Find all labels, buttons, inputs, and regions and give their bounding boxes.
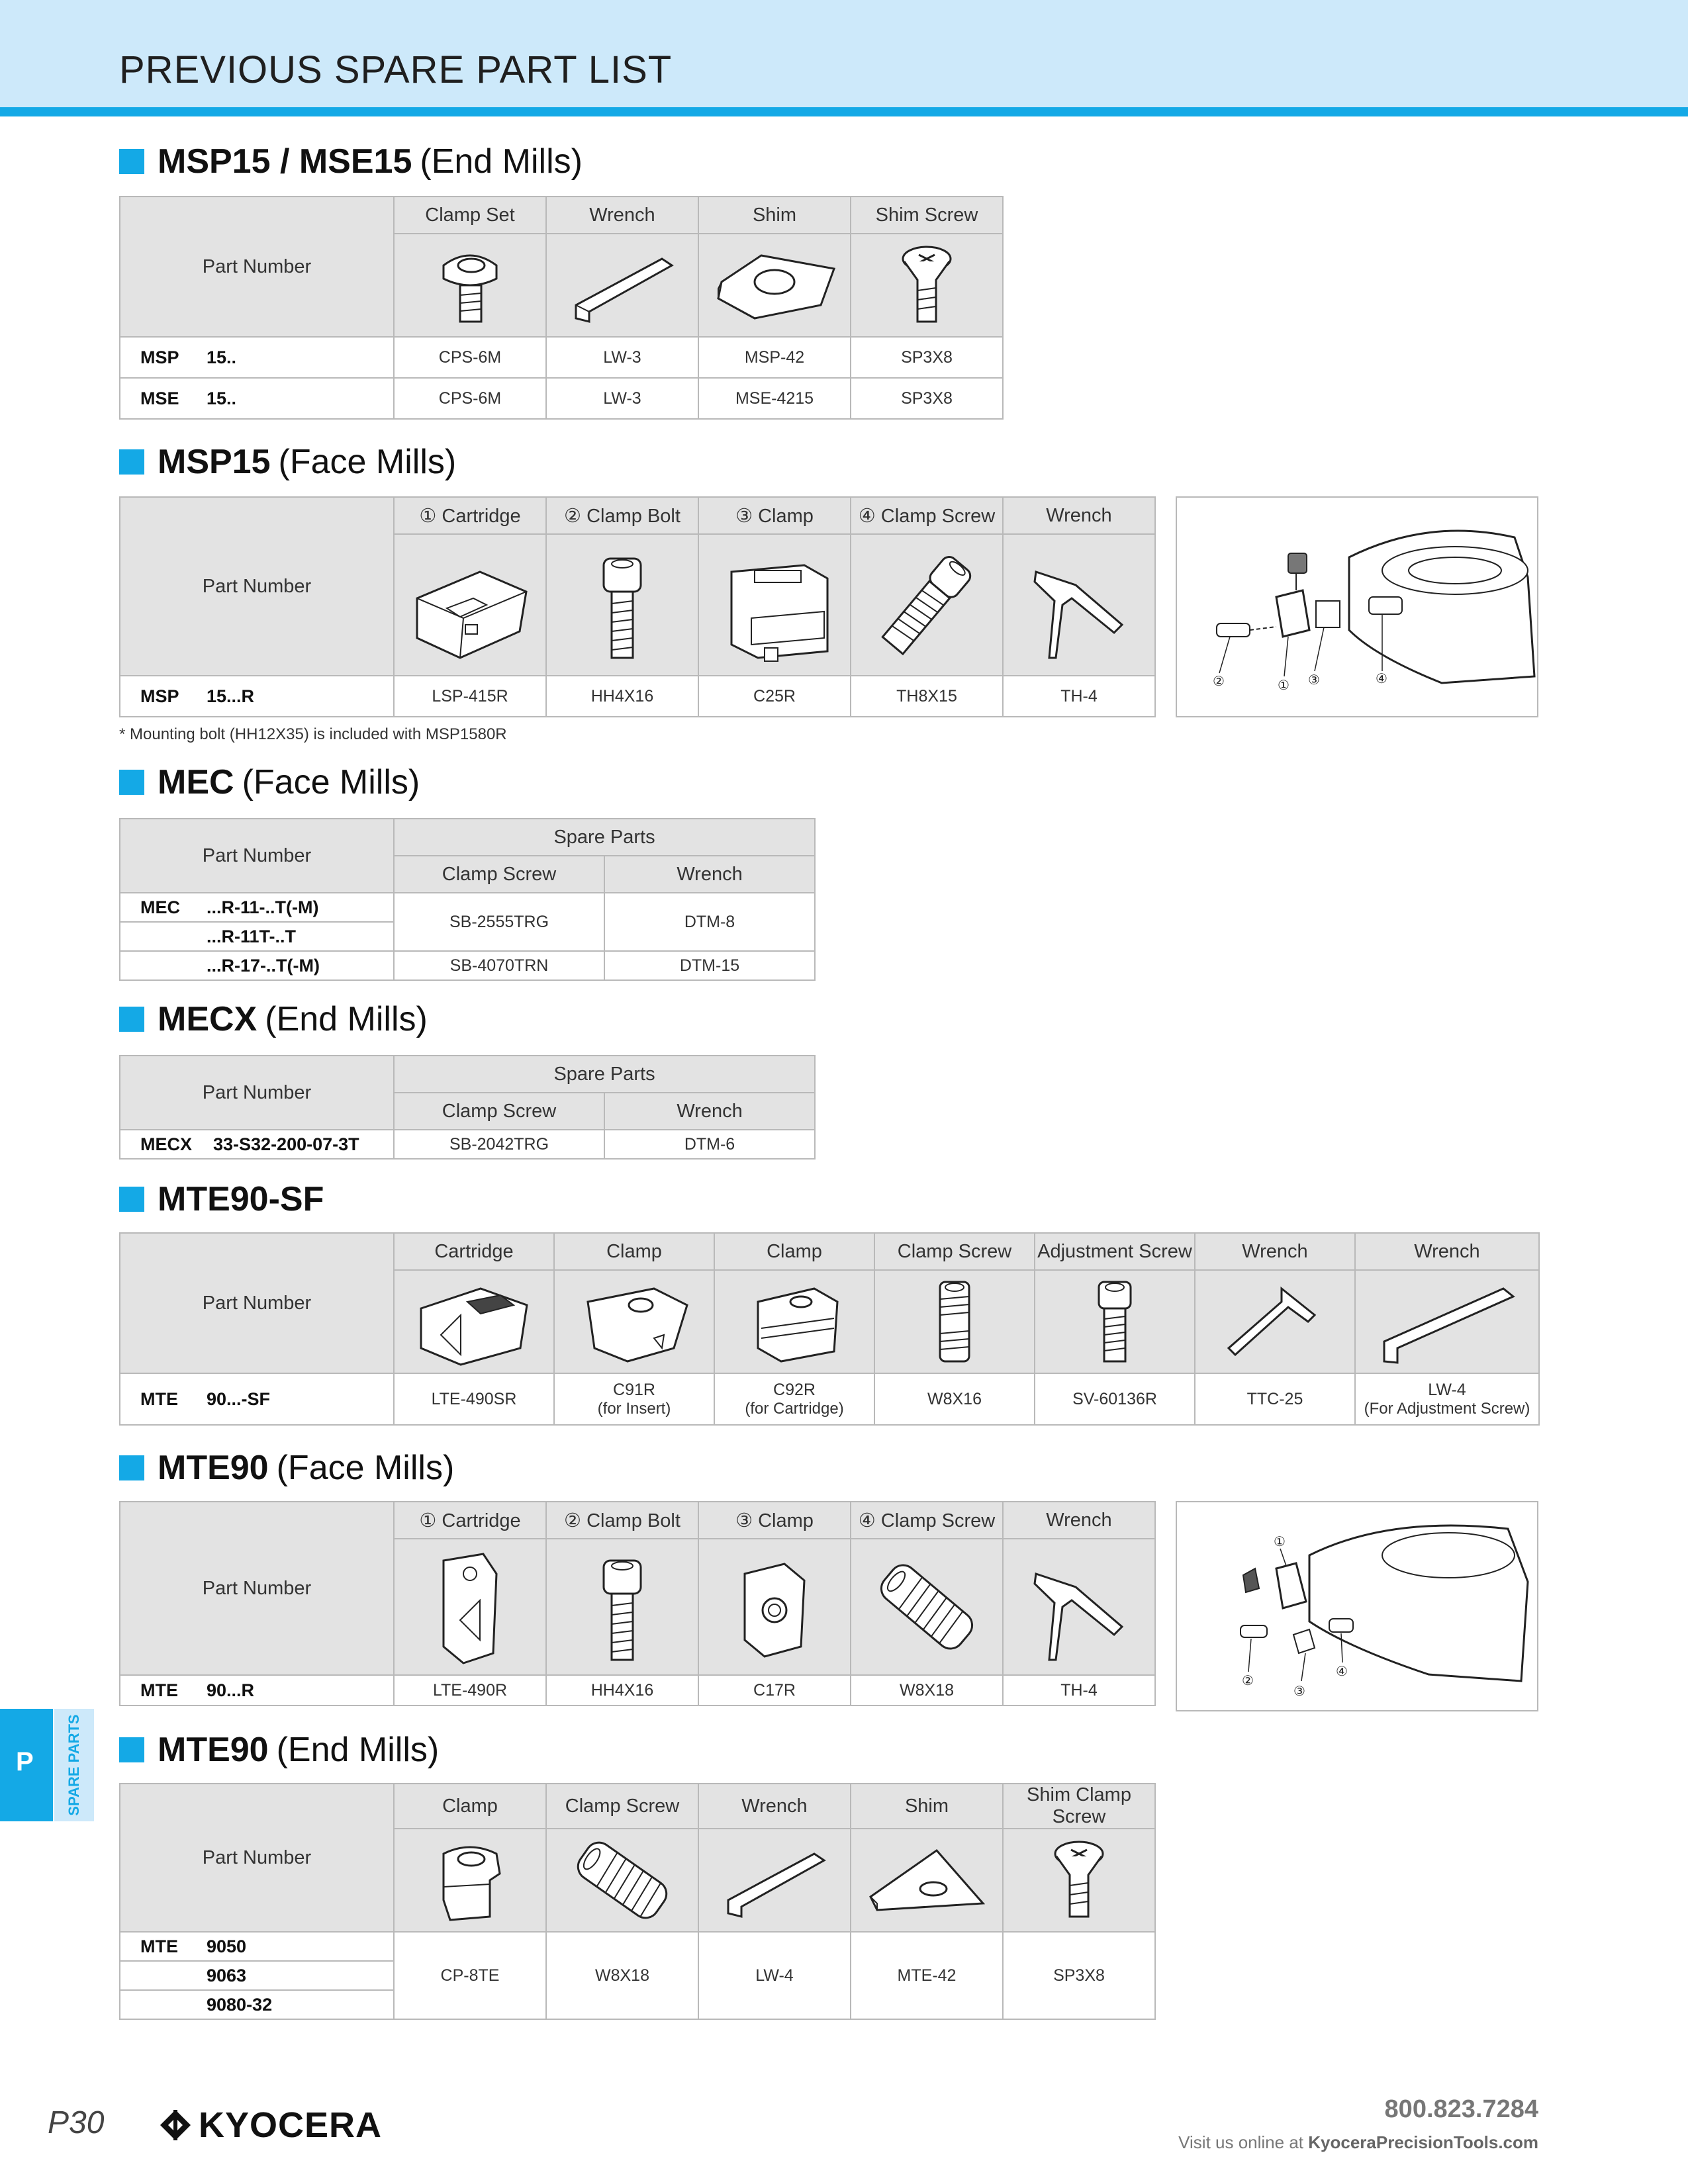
hex-wrench-icon [1355,1270,1539,1373]
value-cell: SP3X8 [851,337,1003,378]
part-number-cell: 9080-32 [120,1990,394,2019]
table-msp15-end [119,196,1004,420]
column-header: Wrench [1003,1502,1155,1539]
column-header: Shim Clamp Screw [1003,1784,1155,1829]
side-tab-label: SPARE PARTS [54,1709,94,1821]
value-cell: LTE-490SR [394,1373,554,1425]
column-header: ④ Clamp Screw [851,497,1003,534]
part-number-header: Part Number [120,1233,394,1373]
section-title-mecx-end [119,999,428,1039]
column-header: ③ Clamp [698,497,851,534]
kyocera-logo: KYOCERA [159,2105,382,2146]
clamp-icon [394,1829,546,1932]
section-title-sub: (Face Mills) [278,443,457,481]
diagram-callout: ② [1242,1672,1254,1688]
column-header: Wrench [546,197,698,234]
side-tab-letter: P [16,1747,34,1776]
hex-wrench-icon [698,1829,851,1932]
column-header: Adjustment Screw [1035,1233,1195,1270]
value-cell: SB-4070TRN [394,951,604,980]
value-cell: DTM-6 [604,1130,815,1159]
face-mill-diagram-icon [1177,498,1537,716]
column-header: ② Clamp Bolt [546,1502,698,1539]
table-mecx-end [119,1055,816,1160]
header-rule [0,107,1688,116]
part-number-cell: 9063 [120,1961,394,1990]
part-number-cell: MECX 33-S32-200-07-3T [120,1130,394,1159]
clamp-icon [698,1539,851,1675]
footnote: * Mounting bolt (HH12X35) is included with MSP1580R [119,725,507,743]
section-title-bold: MSP15 [158,443,271,481]
value-cell: C17R [698,1675,851,1706]
table-mec-face [119,818,816,981]
column-header: Clamp [714,1233,874,1270]
clamp-bolt-icon [546,534,698,676]
column-header: Wrench [1195,1233,1355,1270]
column-header: Shim [851,1784,1003,1829]
section-title-mte90-face [119,1448,454,1488]
diagram-callout: ④ [1376,670,1387,686]
section-title-sub: (Face Mills) [242,763,420,801]
section-title-bold: MTE90 [158,1449,269,1487]
value-cell: CP-8TE [394,1932,546,2019]
value-cell: TH8X15 [851,676,1003,717]
section-title-mec-face [119,762,420,802]
part-number-header: Part Number [120,497,394,676]
visit-line: Visit us online at KyoceraPrecisionTools.com [1178,2132,1538,2152]
diagram-callout: ② [1213,673,1225,689]
part-number-header: Part Number [120,1502,394,1675]
spare-parts-header: Spare Parts [394,819,815,856]
section-title-sub: (End Mills) [265,1000,428,1038]
exploded-diagram-mte90 [1176,1501,1538,1711]
value-cell: SV-60136R [1035,1373,1195,1425]
column-header: Shim [698,197,851,234]
value-cell: SB-2555TRG [394,893,604,951]
table-mte90-face [119,1501,1156,1706]
clamp-icon [714,1270,874,1373]
part-number-cell: MTE 90...-SF [120,1373,394,1425]
part-number-cell: MSP 15...R [120,676,394,717]
value-cell: C91R (for Insert) [554,1373,714,1425]
column-header: ① Cartridge [394,497,546,534]
column-header: Wrench [604,1093,815,1130]
column-header: ① Cartridge [394,1502,546,1539]
clamp-screw-icon [851,534,1003,676]
value-cell: LSP-415R [394,676,546,717]
column-header: Clamp [394,1784,546,1829]
value-cell: W8X18 [546,1932,698,2019]
section-title-bold: MTE90-SF [158,1180,324,1218]
clamp-icon [554,1270,714,1373]
phone-number: 800.823.7284 [1384,2095,1538,2123]
value-cell: SB-2042TRG [394,1130,604,1159]
section-title-bold: MSP15 / MSE15 [158,142,412,181]
section-marker-icon [119,1187,144,1212]
shim-screw-icon [1003,1829,1155,1932]
section-title-sub: (Face Mills) [276,1449,455,1487]
part-number-header: Part Number [120,1056,394,1130]
face-mill-diagram-icon [1177,1502,1537,1710]
value-cell: LW-3 [546,337,698,378]
clamp-screw-icon [546,1829,698,1932]
column-header: Wrench [1003,497,1155,534]
value-cell: TH-4 [1003,676,1155,717]
page-title: PREVIOUS SPARE PART LIST [119,48,673,91]
clamp-bolt-icon [546,1539,698,1675]
column-header: ③ Clamp [698,1502,851,1539]
page-number: P30 [48,2105,105,2140]
clamp-icon [698,534,851,676]
part-number-header: Part Number [120,197,394,337]
adjustment-screw-icon [1035,1270,1195,1373]
column-header: Cartridge [394,1233,554,1270]
value-cell: HH4X16 [546,1675,698,1706]
value-cell: W8X16 [874,1373,1035,1425]
section-title-msp15-end [119,142,583,181]
diagram-callout: ① [1278,677,1289,693]
section-marker-icon [119,770,144,795]
section-title-sub: (End Mills) [276,1731,440,1769]
kyocera-logo-icon [159,2109,192,2142]
value-cell: LW-4 (For Adjustment Screw) [1355,1373,1539,1425]
table-mte90-end [119,1783,1156,2020]
section-title-mte90-end [119,1730,439,1770]
value-cell: DTM-15 [604,951,815,980]
t-wrench-icon [1003,1539,1155,1675]
section-marker-icon [119,1007,144,1032]
column-header: Clamp Set [394,197,546,234]
section-marker-icon [119,449,144,475]
value-cell: C25R [698,676,851,717]
part-number-cell: MSP 15.. [120,337,394,378]
clamp-set-icon [394,234,546,337]
cartridge-icon [394,534,546,676]
part-number-cell: ...R-11T-..T [120,922,394,951]
exploded-diagram-msp15 [1176,496,1538,717]
t-wrench-icon [1003,534,1155,676]
part-number-header: Part Number [120,1784,394,1932]
clamp-screw-icon [874,1270,1035,1373]
table-msp15-face [119,496,1156,717]
column-header: Wrench [604,856,815,893]
shim-icon [698,234,851,337]
diagram-callout: ④ [1336,1663,1348,1679]
value-cell: CPS-6M [394,378,546,419]
hex-wrench-icon [546,234,698,337]
table-mte90-sf [119,1232,1540,1426]
section-title-bold: MTE90 [158,1731,269,1769]
value-cell: LW-4 [698,1932,851,2019]
value-cell: LTE-490R [394,1675,546,1706]
value-cell: SP3X8 [851,378,1003,419]
column-header: Clamp Screw [874,1233,1035,1270]
value-cell: W8X18 [851,1675,1003,1706]
value-cell: DTM-8 [604,893,815,951]
value-cell: LW-3 [546,378,698,419]
part-number-cell: MSE 15.. [120,378,394,419]
value-cell: MSE-4215 [698,378,851,419]
section-title-sub: (End Mills) [420,142,583,181]
shim-icon [851,1829,1003,1932]
spare-parts-header: Spare Parts [394,1056,815,1093]
part-number-cell: MTE 9050 [120,1932,394,1961]
value-cell: MSP-42 [698,337,851,378]
section-marker-icon [119,1455,144,1480]
value-cell: TH-4 [1003,1675,1155,1706]
clamp-screw-icon [851,1539,1003,1675]
value-cell: TTC-25 [1195,1373,1355,1425]
column-header: Shim Screw [851,197,1003,234]
diagram-callout: ③ [1308,672,1320,688]
column-header: Clamp [554,1233,714,1270]
column-header: Wrench [1355,1233,1539,1270]
column-header: Clamp Screw [394,856,604,893]
diagram-callout: ① [1274,1533,1286,1549]
section-title-mte90-sf [119,1179,324,1219]
column-header: Clamp Screw [546,1784,698,1829]
section-title-bold: MEC [158,763,234,801]
column-header: Wrench [698,1784,851,1829]
t-wrench-icon [1195,1270,1355,1373]
value-cell: C92R (for Cartridge) [714,1373,874,1425]
website-link[interactable]: KyoceraPrecisionTools.com [1308,2132,1538,2152]
shim-screw-icon [851,234,1003,337]
column-header: ④ Clamp Screw [851,1502,1003,1539]
column-header: Clamp Screw [394,1093,604,1130]
value-cell: SP3X8 [1003,1932,1155,2019]
part-number-cell: MTE 90...R [120,1675,394,1706]
part-number-header: Part Number [120,819,394,893]
section-title-bold: MECX [158,1000,258,1038]
cartridge-icon [394,1270,554,1373]
diagram-callout: ③ [1293,1683,1305,1699]
value-cell: CPS-6M [394,337,546,378]
part-number-cell: ...R-17-..T(-M) [120,951,394,980]
cartridge-icon [394,1539,546,1675]
section-title-msp15-face [119,442,456,482]
value-cell: HH4X16 [546,676,698,717]
section-marker-icon [119,149,144,174]
part-number-cell: MEC ...R-11-..T(-M) [120,893,394,922]
value-cell: MTE-42 [851,1932,1003,2019]
column-header: ② Clamp Bolt [546,497,698,534]
section-marker-icon [119,1737,144,1762]
